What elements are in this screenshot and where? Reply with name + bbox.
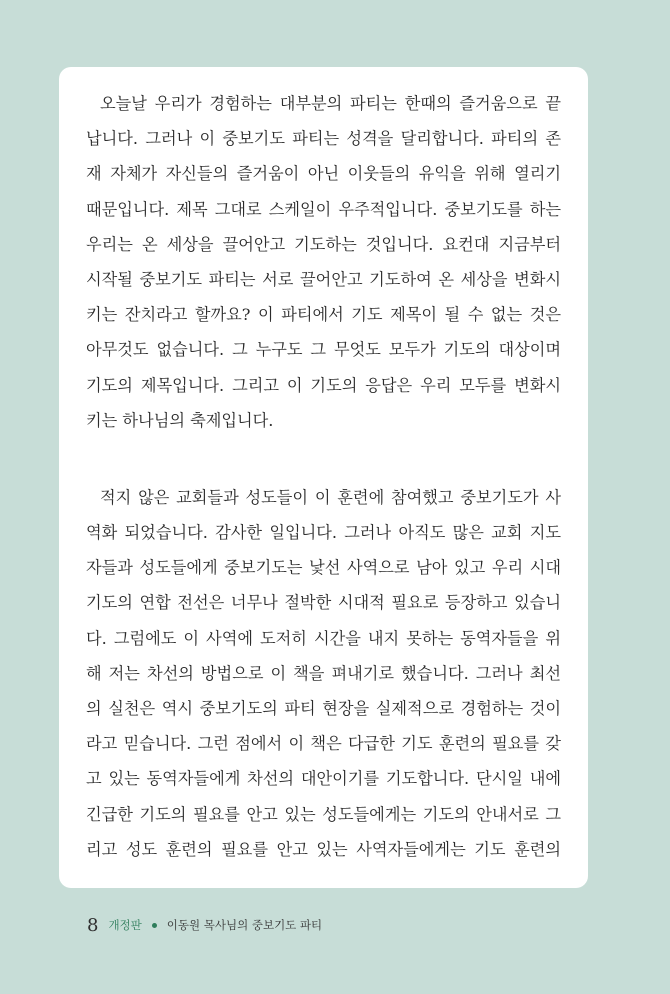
text-line: 아무것도 없습니다. 그 누구도 그 무엇도 모두가 기도의 대상이며 [86, 340, 561, 360]
text-line: 해 저는 차선의 방법으로 이 책을 펴내기로 했습니다. 그러나 최선 [86, 663, 561, 683]
text-line: 역화 되었습니다. 감사한 일입니다. 그러나 아직도 많은 교회 지도 [86, 523, 561, 543]
text-line: 키는 잔치라고 할까요? 이 파티에서 기도 제목이 될 수 없는 것은 [86, 305, 561, 325]
text-line: 긴급한 기도의 필요를 안고 있는 성도들에게는 기도의 안내서로 그 [86, 804, 561, 824]
text-line: 적지 않은 교회들과 성도들이 이 훈련에 참여했고 중보기도가 사 [100, 487, 561, 507]
bullet-separator-icon [152, 923, 157, 928]
book-title: 이동원 목사님의 중보기도 파티 [166, 918, 323, 932]
text-line: 라고 믿습니다. 그런 점에서 이 책은 다급한 기도 훈련의 필요를 갖 [86, 734, 561, 754]
text-line: 시작될 중보기도 파티는 서로 끌어안고 기도하여 온 세상을 변화시 [86, 269, 561, 289]
paragraph-gap [86, 438, 561, 480]
text-line: 오늘날 우리가 경험하는 대부분의 파티는 한때의 즐거움으로 끝 [100, 94, 561, 113]
page-card [59, 67, 588, 888]
text-line: 고 있는 동역자들에게 차선의 대안이기를 기도합니다. 단시일 내에 [86, 769, 561, 789]
text-line: 납니다. 그러나 이 중보기도 파티는 성격을 달리합니다. 파티의 존 [86, 129, 561, 149]
paragraph-1 [86, 86, 561, 438]
text-line: 때문입니다. 제목 그대로 스케일이 우주적입니다. 중보기도를 하는 [86, 199, 561, 219]
text-line: 의 실천은 역시 중보기도의 파티 현장을 실제적으로 경험하는 것이 [86, 699, 561, 718]
text-line: 우리는 온 세상을 끌어안고 기도하는 것입니다. 요컨대 지금부터 [86, 234, 561, 254]
text-line: 재 자체가 자신들의 즐거움이 아닌 이웃들의 유익을 위해 열리기 [86, 164, 561, 184]
text-line: 키는 하나님의 축제입니다. [86, 410, 274, 430]
edition-label: 개정판 [108, 918, 142, 932]
text-line: 다. 그럼에도 이 사역에 도저히 시간을 내지 못하는 동역자들을 위 [86, 628, 561, 648]
paragraph-2 [86, 480, 561, 867]
text-line: 리고 성도 훈련의 필요를 안고 있는 사역자들에게는 기도 훈련의 [86, 839, 561, 859]
text-line: 자들과 성도들에게 중보기도는 낯선 사역으로 남아 있고 우리 시대 [86, 558, 561, 578]
text-line: 기도의 연합 전선은 너무나 절박한 시대적 필요로 등장하고 있습니 [86, 593, 561, 613]
page-number: 8 [87, 914, 99, 936]
text-line: 기도의 제목입니다. 그리고 이 기도의 응답은 우리 모두를 변화시 [86, 375, 561, 395]
page-footer [87, 913, 322, 937]
